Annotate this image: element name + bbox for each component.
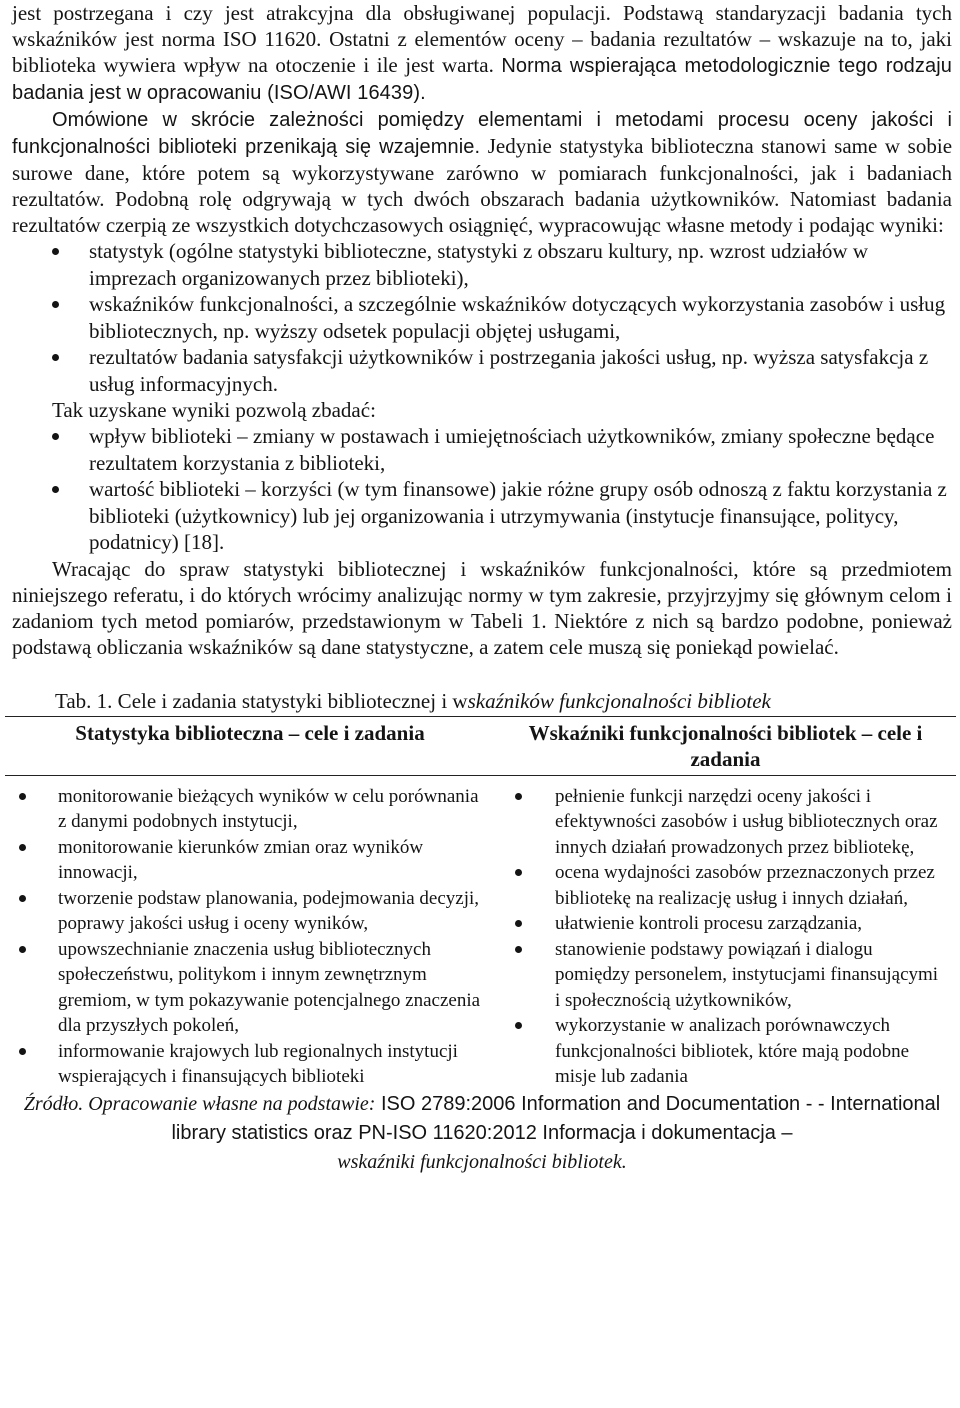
list-item: wpływ biblioteki – zmiany w postawach i umiejętnościach użytkowników, zmiany społeczne będące rezultatem korzystania z biblioteki, xyxy=(12,423,952,476)
list-item: wskaźników funkcjonalności, a szczególnie wskaźników dotyczących wykorzystania zasobów i usług bibliotecznych, np. wyższy odsetek populacji objętej usługami, xyxy=(12,291,952,344)
paragraph-3: Tak uzyskane wyniki pozwolą zbadać: xyxy=(52,398,376,422)
document-page xyxy=(12,0,952,1177)
indicators-goals-cell xyxy=(495,775,956,1090)
table-row xyxy=(5,775,956,1090)
source-label: Źródło. Opracowanie własne na podstawie: xyxy=(23,1092,376,1115)
list-item: ocena wydajności zasobów przeznaczonych przez bibliotekę na realizację usług i innych działań, xyxy=(495,860,956,911)
header-statistics: Statystyka biblioteczna – cele i zadania xyxy=(5,716,495,775)
paragraph-2-text: Jedynie statystyka biblioteczna stanowi same w sobie surowe dane, które potem są wykorzystywane zarówno w pomiarach funkcjonalności, jak i badaniach rezultatów. Podobną rolę odgrywają w tych dwóch obszarach badania użytkowników. Natomiast badania rezultatów czerpią ze wszystkich dotychczasowych osiągnięć, wypracowując własne metody i podając wyniki: xyxy=(12,134,953,237)
list-item: upowszechnianie znaczenia usług bibliotecznych społeczeństwu, politykom i innym zewnętrznym gremiom, w tym pokazywanie potencjalnego znaczenia dla przyszłych pokoleń, xyxy=(5,937,495,1039)
table-caption-italic: skaźników funkcjonalności bibliotek xyxy=(467,688,771,713)
list-item: monitorowanie bieżących wyników w celu porównania z danymi podobnych instytucji, xyxy=(5,784,495,835)
goals-table xyxy=(5,716,956,1090)
results-list xyxy=(12,238,952,397)
list-item: statystyk (ogólne statystyki biblioteczne, statystyki z obszaru kultury, np. wzrost udziałów w imprezach organizowanych przez biblioteki), xyxy=(12,238,952,291)
paragraph-2-intro: Omówione w skrócie zależności pomiędzy elementami i metodami procesu oceny jakości i funkcjonalności biblioteki przenikają się wzajemnie. xyxy=(12,109,952,158)
indicators-goals-list xyxy=(495,784,956,1090)
list-item: tworzenie podstaw planowania, podejmowania decyzji, poprawy jakości usług i oceny wyników, xyxy=(5,886,495,937)
source-text: ISO 2789:2006 Information and Documentation - - International library statistics oraz PN-ISO 11620:2012 Informacja i dokumentacja – xyxy=(171,1092,941,1144)
list-item: monitorowanie kierunków zmian oraz wyników innowacji, xyxy=(5,835,495,886)
table-caption-plain: Tab. 1. Cele i zadania statystyki bibliotecznej i w xyxy=(55,688,468,713)
table-header-row xyxy=(5,716,956,775)
statistics-goals-cell xyxy=(5,775,495,1090)
paragraph-1-text: jest postrzegana i czy jest atrakcyjna dla obsługiwanej populacji. Podstawą standaryzacji badania tych wskaźników jest norma ISO 11620. Ostatni z elementów oceny – badania rezultatów – wskazuje na to, jaki biblioteka wywiera wpływ na otoczenie i ile jest warta. xyxy=(12,1,952,77)
header-indicators: Wskaźniki funkcjonalności bibliotek – cele i zadania xyxy=(495,716,956,775)
list-item: pełnienie funkcji narzędzi oceny jakości i efektywności zasobów i usług bibliotecznych oraz innych działań prowadzonych przez bibliotekę, xyxy=(495,784,956,861)
paragraph-4: Wracając do spraw statystyki bibliotecznej i wskaźników funkcjonalności, które są przedmiotem niniejszego referatu, i do których wrócimy analizując normy w tym zakresie, przyjrzyjmy się głównym celom i zadaniom tych metod pomiarów, przedstawionym w Tabeli 1. Niektóre z nich są bardzo podobne, ponieważ podstawą obliczania wskaźników są dane statystyczne, a zatem cele muszą się poniekąd powielać. xyxy=(12,556,952,659)
impact-list xyxy=(12,423,952,556)
paragraph-2 xyxy=(12,106,952,238)
list-item: wartość biblioteki – korzyści (w tym finansowe) jakie różne grupy osób odnoszą z faktu korzystania z biblioteki (użytkownicy) lub jej organizowania i utrzymywania (instytucje finansujące, politycy, podatnicy) [18]. xyxy=(12,476,952,556)
statistics-goals-list xyxy=(5,784,495,1090)
source-tail: wskaźniki funkcjonalności bibliotek. xyxy=(337,1150,627,1173)
list-item: ułatwienie kontroli procesu zarządzania, xyxy=(495,911,956,937)
list-item: stanowienie podstawy powiązań i dialogu pomiędzy personelem, instytucjami finansującymi i społecznością użytkowników, xyxy=(495,937,956,1014)
paragraph-1-norm-note: Norma wspierająca metodologicznie tego rodzaju badania jest w opracowaniu (ISO/AWI 16439). xyxy=(12,55,952,104)
paragraph-1 xyxy=(12,0,952,106)
list-item: rezultatów badania satysfakcji użytkowników i postrzegania jakości usług, np. wyższa satysfakcja z usług informacyjnych. xyxy=(12,344,952,397)
source-note xyxy=(12,1090,952,1177)
list-item: informowanie krajowych lub regionalnych instytucji wspierających i finansujących biblioteki xyxy=(5,1039,495,1090)
list-item: wykorzystanie w analizach porównawczych funkcjonalności bibliotek, które mają podobne misje lub zadania xyxy=(495,1013,956,1090)
table-caption xyxy=(12,688,952,714)
